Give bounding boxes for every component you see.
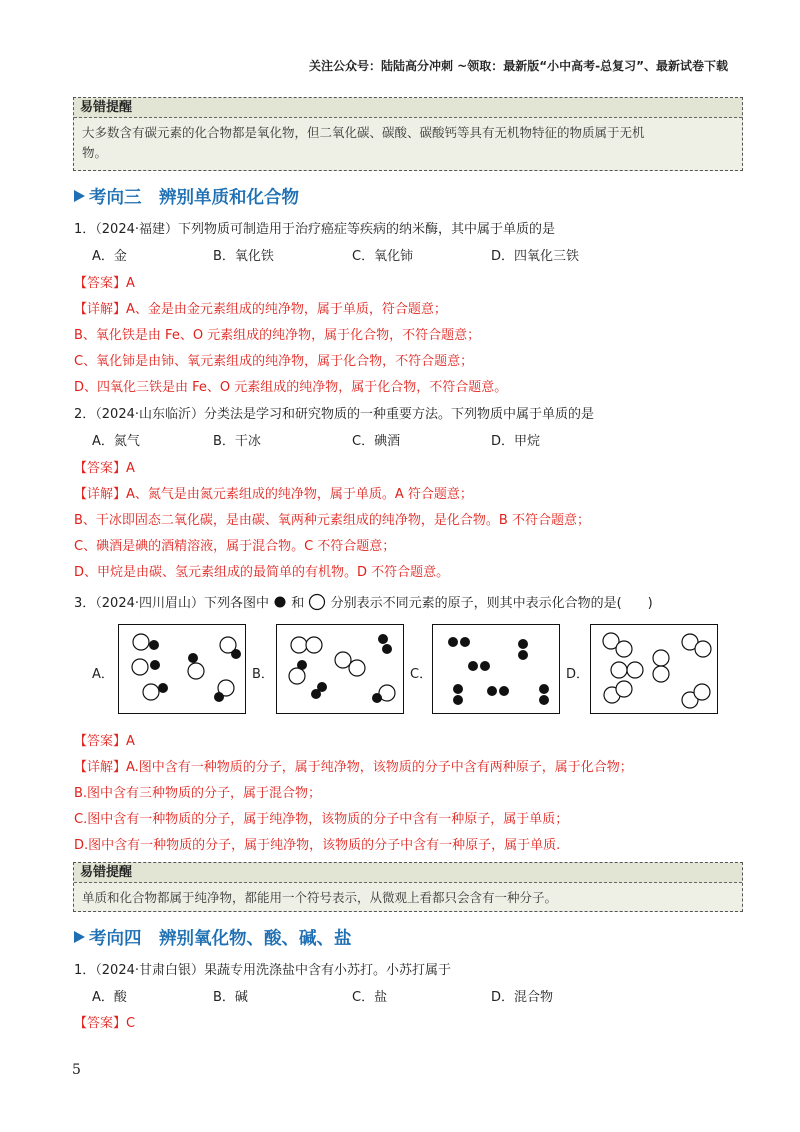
question-stem: 1．（2024·福建）下列物质可制造用于治疗癌症等疾病的纳米酶，其中属于单质的是 — [74, 222, 555, 237]
option-b: B．氧化铁 — [213, 249, 274, 264]
diagram-box-c — [432, 624, 560, 714]
answer: 【答案】A — [74, 276, 135, 291]
answer: 【答案】C — [74, 1016, 136, 1031]
detail-line: 【详解】A、金是由金元素组成的纯净物，属于单质，符合题意； — [74, 302, 447, 317]
molecule-diagram — [277, 625, 405, 715]
detail-line: 【详解】A.图中含有一种物质的分子，属于纯净物，该物质的分子中含有两种原子，属于化合物； — [74, 760, 633, 775]
tip-line: 物。 — [82, 145, 108, 160]
option-c: C．碘酒 — [352, 434, 401, 449]
molecule-diagram — [119, 625, 247, 715]
stem-part: 3．（2024·四川眉山）下列各图中 — [74, 596, 269, 611]
detail-line: 【详解】A、氮气是由氮元素组成的纯净物，属于单质。A 符合题意； — [74, 487, 473, 502]
answer: 【答案】A — [74, 734, 135, 749]
diagram-box-a — [118, 624, 246, 714]
triangle-icon — [74, 931, 85, 943]
stem-part: 分别表示不同元素的原子，则其中表示化合物的是( ) — [330, 596, 653, 611]
option-a: A．氮气 — [92, 434, 140, 449]
section-title: 考向四 辨别氧化物、酸、碱、盐 — [89, 929, 352, 949]
tip-box — [73, 97, 743, 171]
detail-line: D.图中含有一种物质的分子，属于纯净物，该物质的分子中含有一种原子，属于单质. — [74, 838, 561, 853]
tip-line: 单质和化合物都属于纯净物，都能用一个符号表示，从微观上看都只会含有一种分子。 — [82, 890, 558, 905]
molecule-diagram — [433, 625, 561, 715]
tip-title: 易错提醒 — [74, 98, 742, 118]
tip-text — [74, 883, 742, 913]
box-label-c: C． — [410, 667, 433, 682]
hollow-atom-icon — [308, 593, 326, 611]
stem-part: 和 — [291, 596, 305, 611]
triangle-icon — [74, 190, 85, 202]
option-d: D．甲烷 — [491, 434, 541, 449]
question-stem: 2．（2024·山东临沂）分类法是学习和研究物质的一种重要方法。下列物质中属于单质的是 — [74, 407, 594, 422]
page-number: 5 — [72, 1062, 81, 1078]
section-title: 考向三 辨别单质和化合物 — [89, 188, 299, 208]
filled-atom-icon — [273, 595, 287, 609]
option-c: C．氧化铈 — [352, 249, 414, 264]
question-stem: 1．（2024·甘肃白银）果蔬专用洗涤盐中含有小苏打。小苏打属于 — [74, 963, 451, 978]
section-heading — [74, 184, 299, 209]
page-header: 关注公众号：陆陆高分冲刺 ~领取：最新版“小中高考-总复习”、最新试卷下载 — [309, 59, 728, 73]
option-d: D．四氧化三铁 — [491, 249, 580, 264]
section-heading — [74, 925, 352, 950]
tip-text — [74, 118, 742, 168]
detail-line: B.图中含有三种物质的分子，属于混合物； — [74, 786, 322, 801]
diagram-box-b — [276, 624, 404, 714]
tip-line: 大多数含有碳元素的化合物都是氧化物，但二氧化碳、碳酸、碳酸钙等具有无机物特征的物质属于无机 — [82, 125, 645, 140]
detail-line: C、碘酒是碘的酒精溶液，属于混合物。C 不符合题意； — [74, 539, 396, 554]
tip-title: 易错提醒 — [74, 863, 742, 883]
box-label-a: A． — [92, 667, 114, 682]
detail-line: D、甲烷是由碳、氢元素组成的最简单的有机物。D 不符合题意。 — [74, 565, 450, 580]
box-label-b: B． — [252, 667, 274, 682]
question-stem — [74, 592, 653, 611]
option-d: D．混合物 — [491, 990, 554, 1005]
molecule-diagram — [591, 625, 719, 715]
answer: 【答案】A — [74, 461, 135, 476]
detail-line: C、氧化铈是由铈、氧元素组成的纯净物，属于化合物，不符合题意； — [74, 354, 474, 369]
option-a: A．金 — [92, 249, 127, 264]
detail-line: B、干冰即固态二氧化碳，是由碳、氧两种元素组成的纯净物，是化合物。B 不符合题意； — [74, 513, 590, 528]
tip-box — [73, 862, 743, 912]
detail-line: C.图中含有一种物质的分子，属于纯净物，该物质的分子中含有一种原子，属于单质； — [74, 812, 569, 827]
detail-line: D、四氧化三铁是由 Fe、O 元素组成的纯净物，属于化合物，不符合题意。 — [74, 380, 508, 395]
option-b: B．碱 — [213, 990, 248, 1005]
option-a: A．酸 — [92, 990, 127, 1005]
detail-line: B、氧化铁是由 Fe、O 元素组成的纯净物，属于化合物，不符合题意； — [74, 328, 481, 343]
diagram-box-d — [590, 624, 718, 714]
option-b: B．干冰 — [213, 434, 261, 449]
box-label-d: D． — [566, 667, 590, 682]
option-c: C．盐 — [352, 990, 388, 1005]
